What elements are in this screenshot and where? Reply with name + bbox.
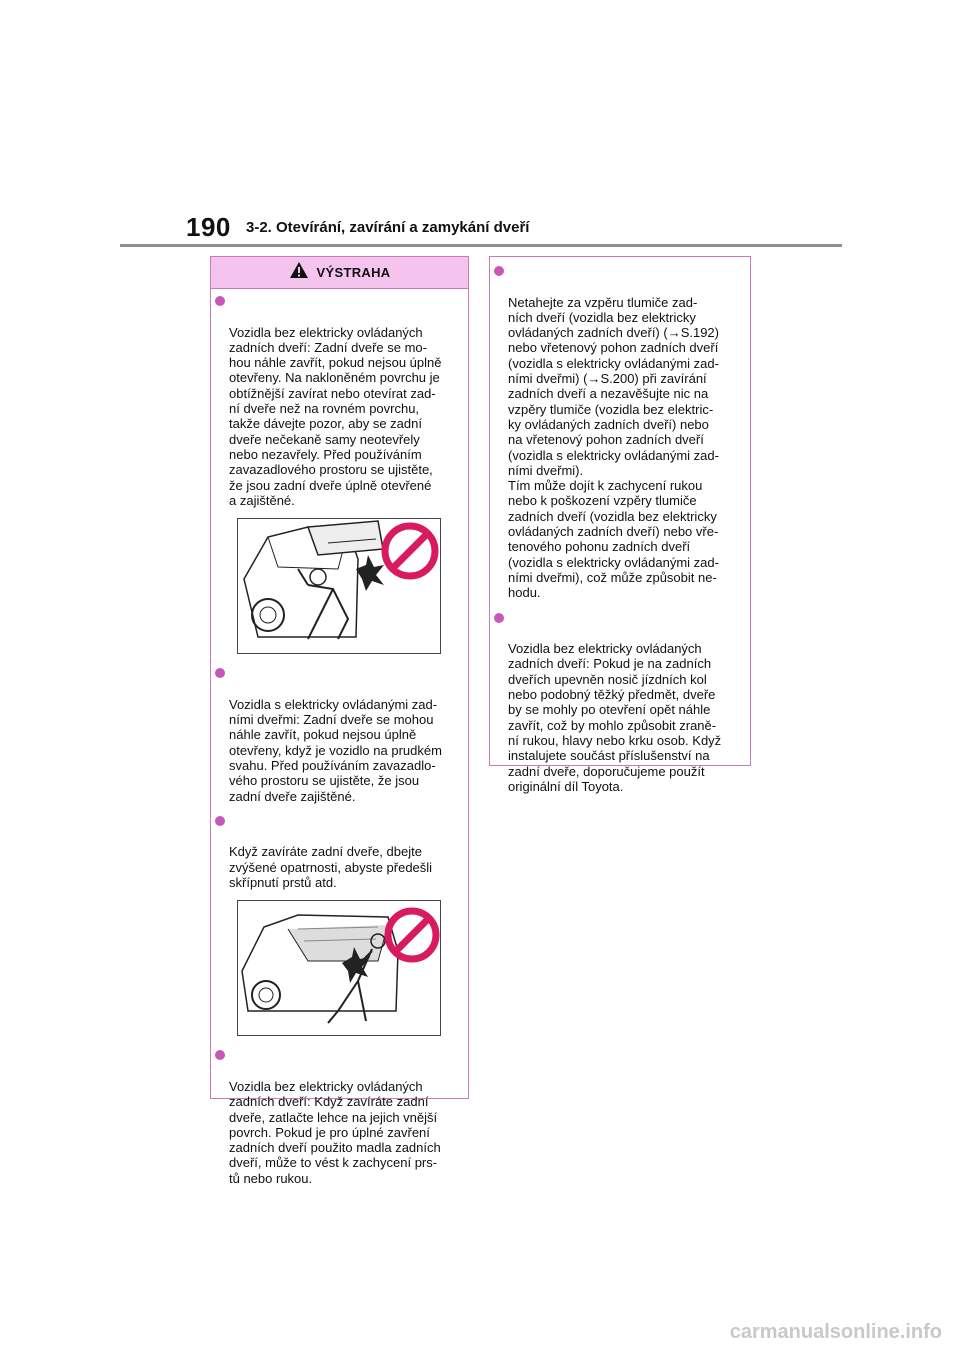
bullet-icon [215,296,225,306]
warning-item: Netahejte za vzpěru tlumiče zad- ních dveří (vozidla bez elektricky ovládaných zadních dveří) (→S.192) nebo vřetenový pohon zadních dveří (vozidla s elektricky ovládanými zad- ními dveřmi) (→S.200) při zavírání zadních dveří a nezavěšujte nic na vzpěry tlumiče (vozidla bez elektric- ky ovládaných zadních dveří) nebo na vřetenový pohon zadních dveří (vozidla s elektricky ovládanými zad- ními dveřmi). Tím může dojít k zachycení rukou nebo k poškození vzpěry tlumiče zadních dveří (vozidla bez elektricky ovládaných zadních dveří) nebo vře- tenového pohonu zadních dveří (vozidla s elektricky ovládanými zad- ními dveřmi), což může způsobit ne- hodu. [490,264,750,601]
warning-title: VÝSTRAHA [316,265,391,280]
warning-box-left [210,256,469,1186]
bullet-icon [215,816,225,826]
section-title: 3-2. Otevírání, zavírání a zamykání dveří [246,219,530,236]
prohibited-icon [238,901,440,1035]
tailgate-pinch-illustration [237,900,441,1036]
warning-item: Vozidla bez elektricky ovládaných zadních dveří: Pokud je na zadních dveřích upevněn nosič jízdních kol nebo podobný těžký předmět, dveře by se mohly po otevření opět náhle zavřít, což by mohlo způsobit zraně- ní rukou, hlavy nebo krku osob. Když instalujete součást příslušenství na zadní dveře, doporučujeme použít originální díl Toyota. [490,611,750,795]
bullet-icon [494,266,504,276]
page-number: 190 [186,212,231,242]
tailgate-falling-illustration [237,518,441,654]
warning-item: Vozidla bez elektricky ovládaných zadních dveří: Zadní dveře se mo- hou náhle zavřít, pokud nejsou úplně otevřeny. Na nakloněném povrchu je obtížnější zavírat nebo otevírat zad- ní dveře než na rovném povrchu, takže dávejte pozor, aby se zadní dveře nečekaně samy neotevřely nebo nezavřely. Před používáním zavazadlového prostoru se ujistěte, že jsou zadní dveře úplně otevřené a zajištěné. [211,294,468,508]
warning-item: Vozidla s elektricky ovládanými zad- ními dveřmi: Zadní dveře se mohou náhle zavřít, pokud nejsou úplně otevřeny, když je vozidlo na prudkém svahu. Před používáním zavazadlo- vého prostoru se ujistěte, že jsou zadní dveře zajištěné. [211,666,468,804]
bullet-icon [215,668,225,678]
watermark: carmanualsonline.info [729,1321,942,1343]
warning-item: Když zavíráte zadní dveře, dbejte zvýšené opatrnosti, abyste předešli skřípnutí prstů atd. [211,814,468,890]
bullet-icon [494,613,504,623]
warning-box-right [489,256,751,794]
bullet-icon [215,1050,225,1060]
warning-header [211,257,468,289]
header-rule [120,244,842,247]
warning-item: Vozidla bez elektricky ovládaných zadních dveří: Když zavíráte zadní dveře, zatlačte lehce na jejich vnější povrch. Pokud je pro úplné zavření zadních dveří použito madla zadních dveří, může to vést k zachycení prs- tů nebo rukou. [211,1048,468,1186]
prohibited-icon [238,519,440,653]
warning-triangle-icon [289,261,309,284]
